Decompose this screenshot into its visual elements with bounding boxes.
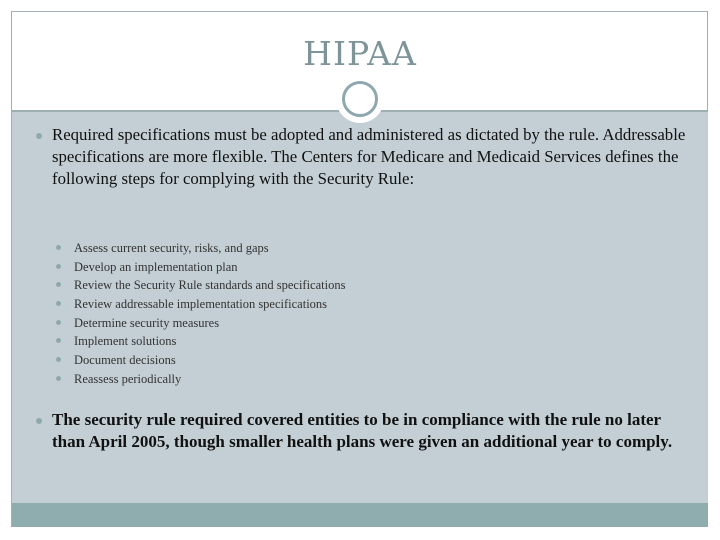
step-item: Document decisions — [74, 353, 176, 367]
step-item: Determine security measures — [74, 316, 220, 330]
step-item: Review addressable implementation specifications — [74, 297, 328, 311]
circle-ornament-icon — [336, 75, 384, 123]
step-item: Reassess periodically — [74, 372, 182, 386]
step-item: Implement solutions — [74, 334, 177, 348]
bullet-icon — [56, 245, 61, 250]
step-item: Review the Security Rule standards and specifications — [74, 278, 346, 292]
bullet-icon — [36, 418, 42, 424]
step-item: Assess current security, risks, and gaps — [74, 241, 269, 255]
circle-ring-icon — [342, 81, 378, 117]
bullet-icon — [36, 133, 42, 139]
bullet-icon — [56, 357, 61, 362]
bullet-icon — [56, 320, 61, 325]
conclusion-paragraph: The security rule required covered entities to be in compliance with the rule no later than April 2005, though smaller health plans were given an additional year to comply. — [52, 410, 673, 451]
bullet-icon — [56, 376, 61, 381]
intro-paragraph: Required specifications must be adopted and administered as dictated by the rule. Addressable specifications are more flexible. The Centers for Medicare and Medicaid Services defines the following steps for complying with the Security Rule: — [52, 125, 686, 188]
step-item: Develop an implementation plan — [74, 260, 238, 274]
bullet-icon — [56, 338, 61, 343]
bullet-icon — [56, 282, 61, 287]
footer-bar — [12, 503, 708, 527]
slide-title: HIPAA — [303, 34, 417, 73]
bullet-icon — [56, 264, 61, 269]
bullet-icon — [56, 301, 61, 306]
